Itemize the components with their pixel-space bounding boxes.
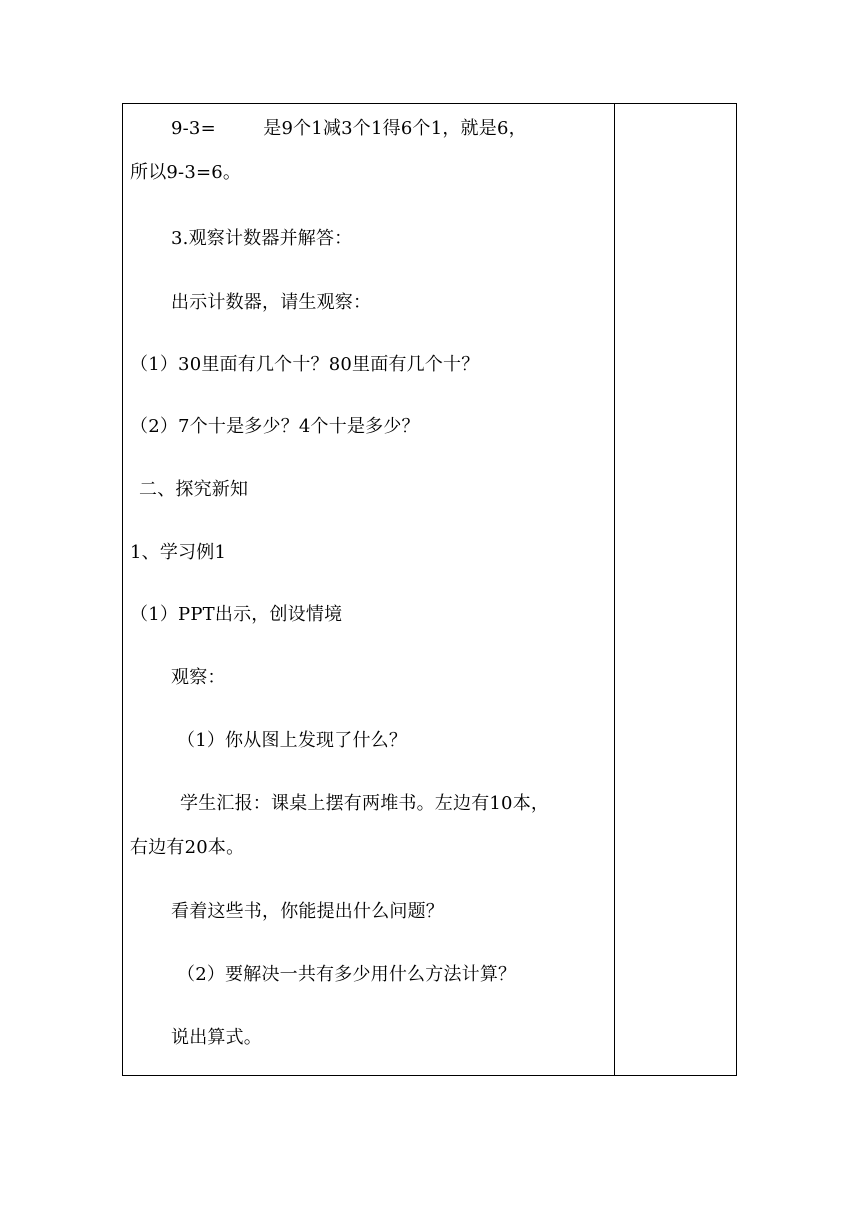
text-line-12: 学生汇报：课桌上摆有两堆书。左边有10本， [180,793,550,814]
text-line-2: 所以9-3=6。 [130,162,242,183]
text-line-9: （1）PPT出示，创设情境 [130,604,343,625]
text-line-15: （2）要解决一共有多少用什么方法计算？ [177,964,517,985]
text-line-14: 看着这些书，你能提出什么问题？ [171,901,444,922]
column-divider [614,104,615,1075]
text-line-8: 1、学习例1 [130,542,227,563]
text-line-4: 出示计数器，请生观察： [171,292,372,313]
text-line-5: （1）30里面有几个十？80里面有几个十？ [130,354,480,375]
text-line-10: 观察： [171,667,226,688]
text-line-6: （2）7个十是多少？4个十是多少？ [130,416,420,437]
text-line-3: 3.观察计数器并解答： [171,228,353,249]
text-line-1: 9-3= 是9个1减3个1得6个1，就是6， [171,118,527,139]
text-line-7: 二、探究新知 [139,479,249,500]
text-line-16: 说出算式。 [171,1027,262,1048]
text-line-11: （1）你从图上发现了什么？ [177,730,408,751]
text-line-13: 右边有20本。 [130,837,245,858]
